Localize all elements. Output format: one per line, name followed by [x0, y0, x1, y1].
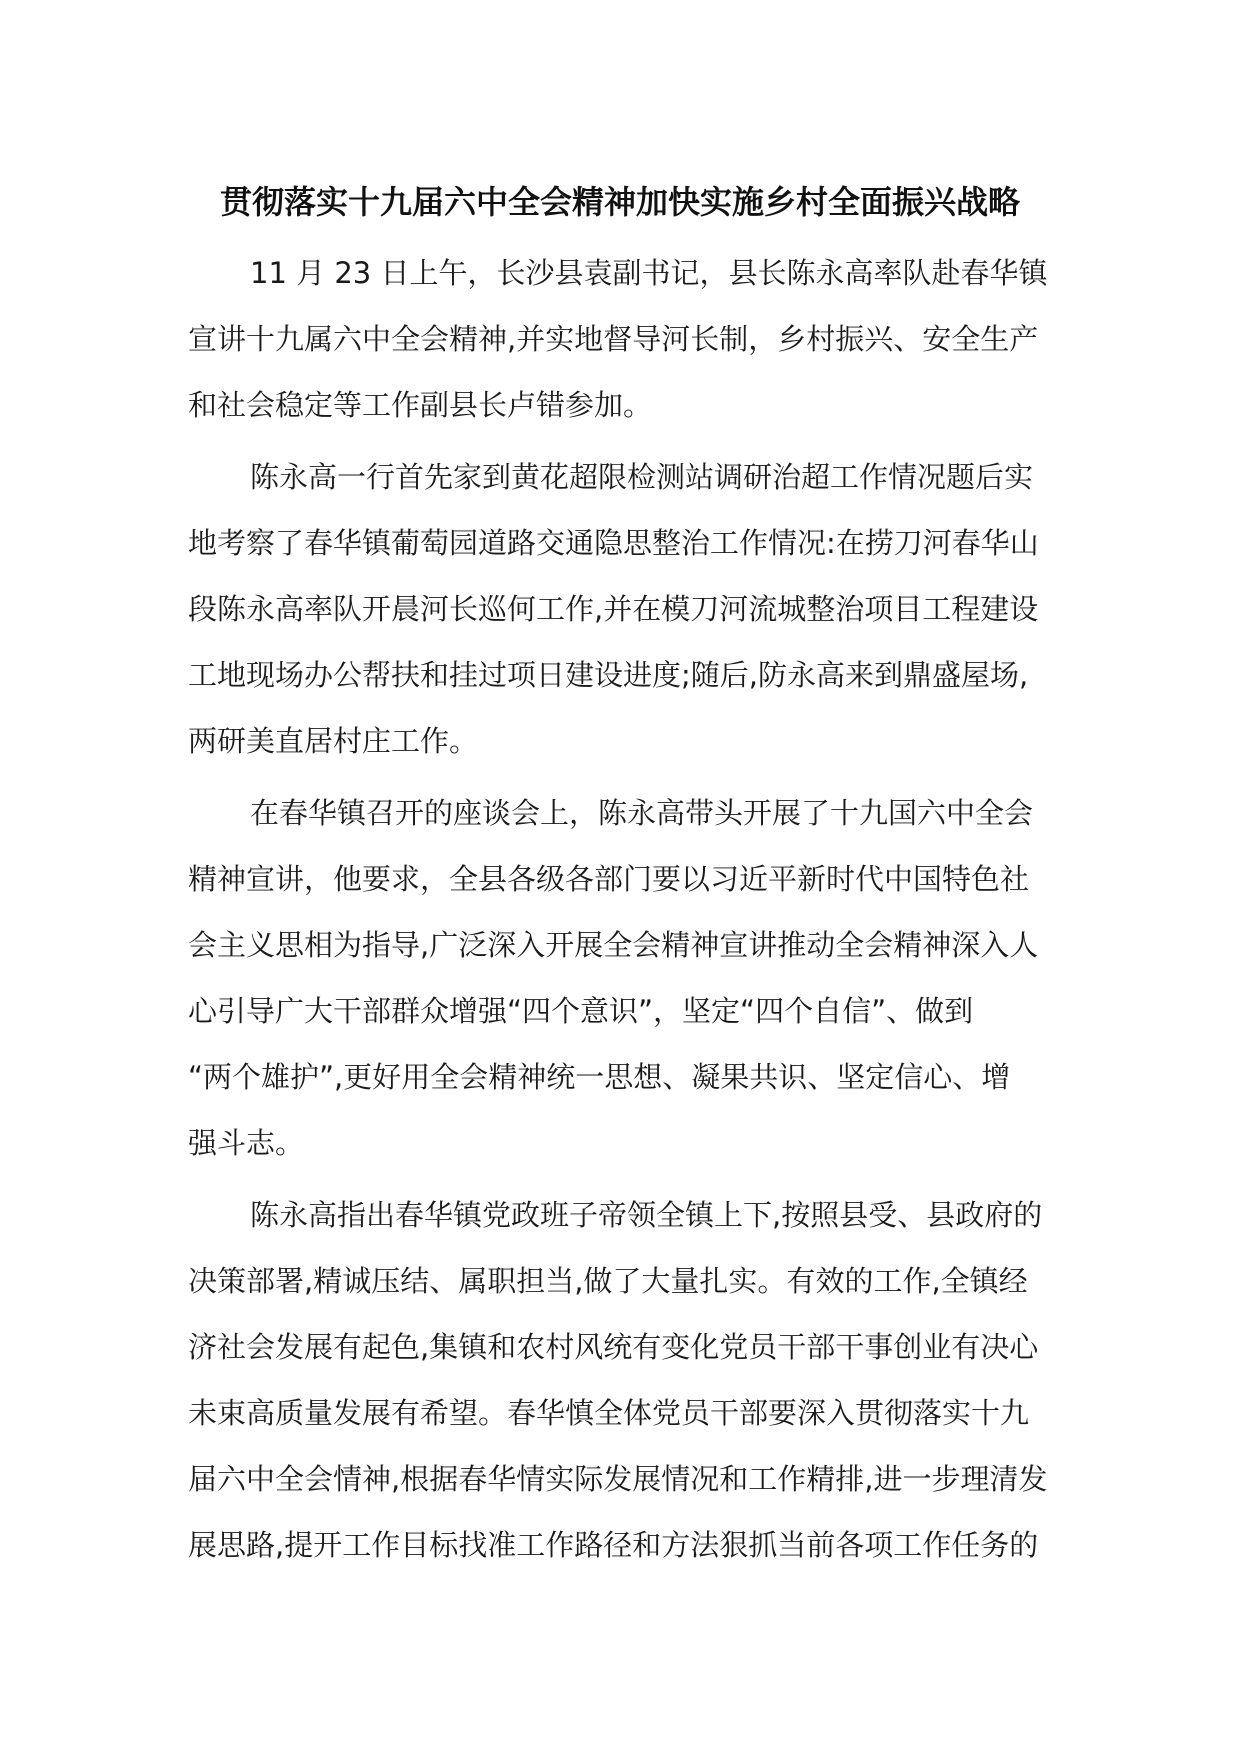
paragraph-line: 强斗志。: [188, 1126, 305, 1160]
paragraph-line: 决策部署,精诚压结、属职担当,做了大量扎实。有效的工作,全镇经: [188, 1264, 1028, 1298]
paragraph-line: 精神宣讲，他要求，全县各级各部门要以习近平新时代中国特色社: [188, 862, 1030, 896]
paragraph: [188, 1182, 1058, 1578]
paragraph-line: 届六中全会情神,根据春华情实际发展情况和工作精排,进一步理清发: [188, 1462, 1048, 1496]
paragraph-line: 展思路,提开工作目标找准工作路径和方法狠抓当前各项工作任务的: [188, 1528, 1039, 1562]
paragraph: [188, 444, 1058, 774]
paragraph-line: 心引导广大干部群众增强“四个意识”，坚定“四个自信”、做到: [188, 994, 974, 1028]
document-title: 贯彻落实十九届六中全会精神加快实施乡村全面振兴战略: [219, 183, 1020, 221]
paragraph-line: 会主义思相为指导,广泛深入开展全会精神宣讲推动全会精神深入人: [188, 928, 1039, 962]
paragraph-line: 地考察了春华镇葡萄园道路交通隐思整治工作情况:在捞刀河春华山: [188, 526, 1039, 560]
paragraph-line: 陈永高指出春华镇党政班子帝领全镇上下,按照县受、县政府的: [250, 1198, 1043, 1232]
paragraph-line: 和社会稳定等工作副县长卢错参加。: [188, 388, 653, 422]
paragraph-line: 宣讲十九属六中全会精神,并实地督导河长制，乡村振兴、安全生产: [188, 322, 1039, 356]
paragraph-line: 11 月 23 日上午，长沙县袁副书记，县长陈永高率队赴春华镇: [250, 256, 1048, 290]
paragraph-line: 段陈永高率队开晨河长巡何工作,并在模刀河流城整治项目工程建设: [188, 592, 1039, 626]
paragraph-line: 在春华镇召开的座谈会上，陈永高带头开展了十九国六中全会: [250, 796, 1034, 830]
paragraph-line: 济社会发展有起色,集镇和农村风统有变化党员干部干事创业有决心: [188, 1330, 1039, 1364]
paragraph: [188, 240, 1058, 438]
paragraph-line: “两个雄护”,更好用全会精神统一思想、凝果共识、坚定信心、增: [188, 1060, 1011, 1094]
paragraph-line: 工地现场办公帮扶和挂过项日建设进度;随后,防永高来到鼎盛屋场,: [188, 658, 1029, 692]
paragraph-line: 未束高质量发展有希望。春华慎全体党员干部要深入贯彻落实十九: [188, 1396, 1030, 1430]
paragraph-line: 两研美直居村庄工作。: [188, 724, 479, 758]
paragraph-line: 陈永高一行首先家到黄花超限检测站调研治超工作情况题后实: [250, 460, 1034, 494]
paragraph: [188, 780, 1058, 1176]
document-body: [188, 240, 1058, 1578]
